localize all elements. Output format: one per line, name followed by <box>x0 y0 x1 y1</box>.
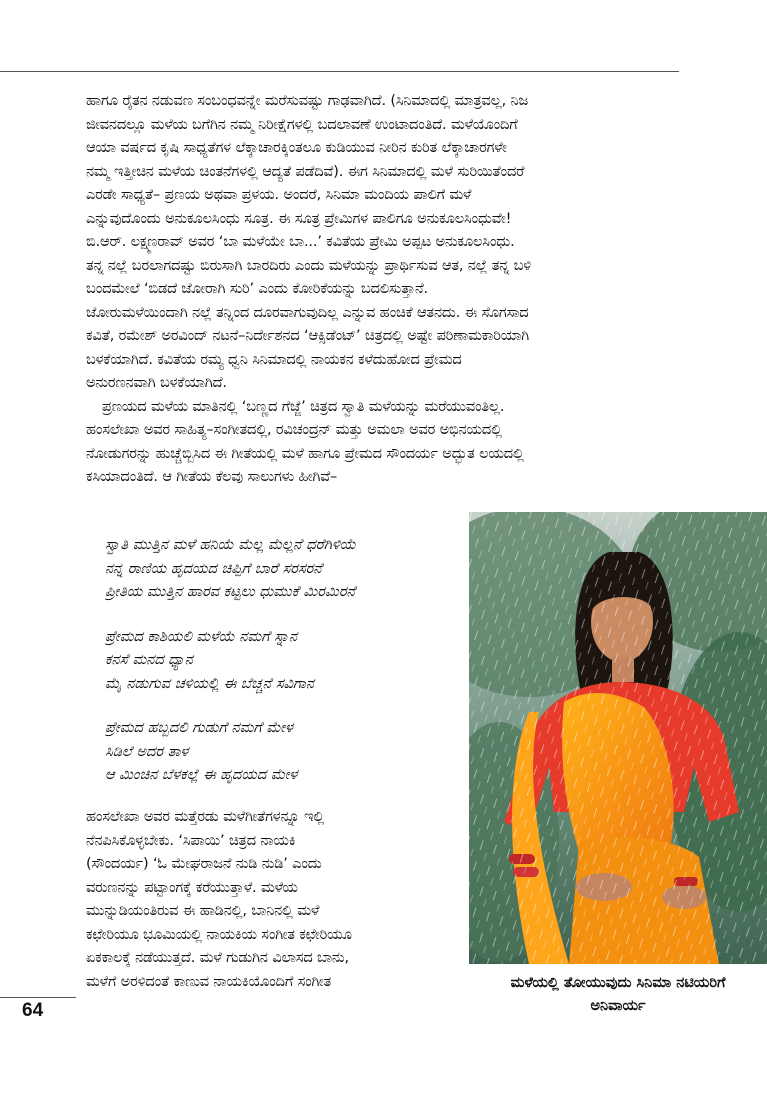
article-line: ನಮ್ಮ ಇತ್ತೀಚಿನ ಮಳೆಯ ಚಿಂತನೆಗಳಲ್ಲಿ ಆದ್ಯತೆ ಪಡೆದಿವೆ). ಈಗ ಸಿನಿಮಾದಲ್ಲಿ ಮಳೆ ಸುರಿಯಿತೆಂದರೆ <box>86 163 525 180</box>
page-number: 64 <box>22 1000 44 1021</box>
article-line: ಜೋರುಮಳೆಯಿಂದಾಗಿ ನಲ್ಲೆ ತನ್ನಿಂದ ದೂರವಾಗುವುದಿಲ್ಲ ಎನ್ನುವ ಹಂಚಿಕೆ ಆತನದು. ಈ ಸೊಗಸಾದ <box>86 304 529 321</box>
page-number-rule <box>0 997 76 998</box>
article-body-continued <box>86 806 461 994</box>
lyric-line: ಕನಸೆ ಮನದ ಧ್ಯಾನ <box>105 652 193 668</box>
song-lyrics <box>105 534 460 788</box>
article-line: ಬಿ.ಆರ್. ಲಕ್ಷ್ಮಣರಾವ್ ಅವರ ‘ಬಾ ಮಳೆಯೇ ಬಾ...’ ಕವಿತೆಯ ಪ್ರೇಮಿ ಅಪ್ಪಟ ಅನುಕೂಲಸಿಂಧು. <box>86 234 515 250</box>
article-line: ಕಛೇರಿಯೂ ಭೂಮಿಯಲ್ಲಿ ನಾಯಕಿಯ ಸಂಗೀತ ಕಛೇರಿಯೂ <box>86 926 352 943</box>
article-line: ಮಳೆಗೆ ಅರಳಿದಂತೆ ಕಾಣುವ ನಾಯಕಿಯೊಂದಿಗೆ ಸಂಗೀತ <box>86 973 332 990</box>
stanza-gap <box>105 605 460 626</box>
lyric-line: ನನ್ನ ರಾಣಿಯ ಹೃದಯದ ಚಿಪ್ಪಿಗೆ ಬಾರೆ ಸರಸರನೆ <box>105 560 322 577</box>
article-line: ಕಸಿಯಾದಂತಿದೆ. ಆ ಗೀತೆಯ ಕೆಲವು ಸಾಲುಗಳು ಹೀಗಿವೆ– <box>86 469 338 485</box>
article-line: ಆಯಾ ವರ್ಷದ ಕೃಷಿ ಸಾಧ್ಯತೆಗಳ ಲೆಕ್ಕಾಚಾರಕ್ಕಿಂತಲೂ ಕುಡಿಯುವ ನೀರಿನ ಕುರಿತ ಲೆಕ್ಕಾಚಾರಗಳೇ <box>86 140 507 156</box>
lyric-line: ಸಿಡಿಲೆ ಅದರ ತಾಳ <box>105 743 189 760</box>
caption-line: ಅನಿವಾರ್ಯ <box>590 998 646 1014</box>
article-line: ಕವಿತೆ, ರಮೇಶ್ ಅರವಿಂದ್ ನಟನೆ–ನಿರ್ದೇಶನದ ‘ಆಕ್ಸಿಡೆಂಟ್’ ಚಿತ್ರದಲ್ಲಿ ಅಷ್ಟೇ ಪರಿಣಾಮಕಾರಿಯಾಗಿ <box>86 328 530 344</box>
photo-illustration <box>469 512 767 964</box>
article-line: ಹಂಸಲೇಖಾ ಅವರ ಮತ್ತೆರಡು ಮಳೆಗೀತೆಗಳನ್ನೂ ಇಲ್ಲಿ <box>86 809 325 825</box>
article-line: ಬಂದಮೇಲೆ ‘ಬಿಡದೆ ಜೋರಾಗಿ ಸುರಿ’ ಎಂದು ಕೋರಿಕೆಯನ್ನು ಬದಲಿಸುತ್ತಾನೆ. <box>86 281 428 297</box>
lyric-line: ಪ್ರೇಮದ ಹಬ್ಬದಲಿ ಗುಡುಗೆ ನಮಗೆ ಮೇಳ <box>105 720 293 736</box>
article-body <box>86 90 686 490</box>
lyric-line: ಆ ಮಿಂಚಿನ ಬೆಳಕಲ್ಲೆ ಈ ಹೃದಯದ ಮೇಳ <box>105 767 298 783</box>
article-line: ಏಕಕಾಲಕ್ಕೆ ನಡೆಯುತ್ತದೆ. ಮಳೆ ಗುಡುಗಿನ ವಿಲಾಸದ ಬಾನು, <box>86 950 349 966</box>
article-line: ವರುಣನನ್ನು ಪಟ್ಟಾಂಗಕ್ಕೆ ಕರೆಯುತ್ತಾಳೆ. ಮಳೆಯ <box>86 879 298 896</box>
article-line: ಬಳಕೆಯಾಗಿದೆ. ಕವಿತೆಯ ರಮ್ಯ ಧ್ವನಿ ಸಿನಿಮಾದಲ್ಲಿ ನಾಯಕನ ಕಳೆದುಹೋದ ಪ್ರೇಮದ <box>86 351 462 368</box>
article-line: ನೆನಪಿಸಿಕೊಳ್ಳಬೇಕು. ‘ಸಿಪಾಯಿ’ ಚಿತ್ರದ ನಾಯಕಿ <box>86 832 296 849</box>
article-line: ಹಾಗೂ ರೈತನ ನಡುವಣ ಸಂಬಂಧವನ್ನೇ ಮರೆಸುವಷ್ಟು ಗಾಢವಾಗಿದೆ. (ಸಿನಿಮಾದಲ್ಲಿ ಮಾತ್ರವಲ್ಲ, ನಿಜ <box>86 93 529 109</box>
article-line: ಮುನ್ನುಡಿಯಂತಿರುವ ಈ ಹಾಡಿನಲ್ಲಿ, ಬಾನಿನಲ್ಲಿ ಮಳೆ <box>86 903 320 919</box>
lyric-line: ಪ್ರೇಮದ ಕಾಶಿಯಲಿ ಮಳೆಯೆ ನಮಗೆ ಸ್ನಾನ <box>105 628 298 645</box>
article-line: ಎರಡೇ ಸಾಧ್ಯತೆ– ಪ್ರಣಯ ಅಥವಾ ಪ್ರಳಯ. ಅಂದರೆ, ಸಿನಿಮಾ ಮಂದಿಯ ಪಾಲಿಗೆ ಮಳೆ <box>86 187 472 203</box>
photo-caption <box>469 972 767 1018</box>
article-line: ಹಂಸಲೇಖಾ ಅವರ ಸಾಹಿತ್ಯ–ಸಂಗೀತದಲ್ಲಿ, ರವಿಚಂದ್ರನ್ ಮತ್ತು ಅಮಲಾ ಅವರ ಅಭಿನಯದಲ್ಲಿ <box>86 422 502 438</box>
top-rule <box>0 71 679 72</box>
article-line: ತನ್ನ ನಲ್ಲೆ ಬರಲಾಗದಷ್ಟು ಬಿರುಸಾಗಿ ಬಾರದಿರು ಎಂದು ಮಳೆಯನ್ನು ಪ್ರಾರ್ಥಿಸುವ ಆತ, ನಲ್ಲೆ ತನ್ನ ಬಳಿ <box>86 257 532 274</box>
caption-line: ಮಳೆಯಲ್ಲಿ ತೋಯುವುದು ಸಿನಿಮಾ ನಟಿಯರಿಗೆ <box>510 975 726 991</box>
lyric-line: ಪ್ರೀತಿಯ ಮುತ್ತಿನ ಹಾರವ ಕಟ್ಟಲು ಧುಮುಕೆ ಮಿರಮಿರನೆ <box>105 584 356 600</box>
actress-in-rain-photo <box>469 512 767 964</box>
article-line: ಅನುರಣನವಾಗಿ ಬಳಕೆಯಾಗಿದೆ. <box>86 375 227 391</box>
stanza-gap <box>105 696 460 717</box>
article-line: ಪ್ರಣಯದ ಮಳೆಯ ಮಾತಿನಲ್ಲಿ ‘ಬಣ್ಣದ ಗೆಜ್ಜೆ’ ಚಿತ್ರದ ಸ್ವಾತಿ ಮಳೆಯನ್ನು ಮರೆಯುವಂತಿಲ್ಲ. <box>102 398 505 415</box>
article-line: ಜೀವನದಲ್ಲೂ ಮಳೆಯ ಬಗೆಗಿನ ನಮ್ಮ ನಿರೀಕ್ಷೆಗಳಲ್ಲಿ ಬದಲಾವಣೆ ಉಂಟಾದಂತಿದೆ. ಮಳೆಯೊಂದಿಗೆ <box>86 116 518 133</box>
lyric-line: ಸ್ವಾತಿ ಮುತ್ತಿನ ಮಳೆ ಹನಿಯೆ ಮೆಲ್ಲ ಮೆಲ್ಲನೆ ಧರೆಗಿಳಿಯೆ <box>105 537 356 553</box>
article-line: ನೋಡುಗರನ್ನು ಹುಚ್ಚೆಬ್ಬಿಸಿದ ಈ ಗೀತೆಯಲ್ಲಿ ಮಳೆ ಹಾಗೂ ಪ್ರೇಮದ ಸೌಂದರ್ಯ ಅದ್ಭುತ ಲಯದಲ್ಲಿ <box>86 445 524 462</box>
article-line: ಎನ್ನುವುದೊಂದು ಅನುಕೂಲಸಿಂಧು ಸೂತ್ರ. ಈ ಸೂತ್ರ ಪ್ರೇಮಿಗಳ ಪಾಲಿಗೂ ಅನುಕೂಲಸಿಂಧುವೇ! <box>86 210 512 227</box>
article-line: (ಸೌಂದರ್ಯ) ‘ಓ ಮೇಘರಾಜನೆ ನುಡಿ ನುಡಿ’ ಎಂದು <box>86 856 322 872</box>
lyric-line: ಮೈ ನಡುಗುವ ಚಳಿಯಲ್ಲಿ ಈ ಬೆಚ್ಚನೆ ಸವಿಗಾನ <box>105 675 314 692</box>
